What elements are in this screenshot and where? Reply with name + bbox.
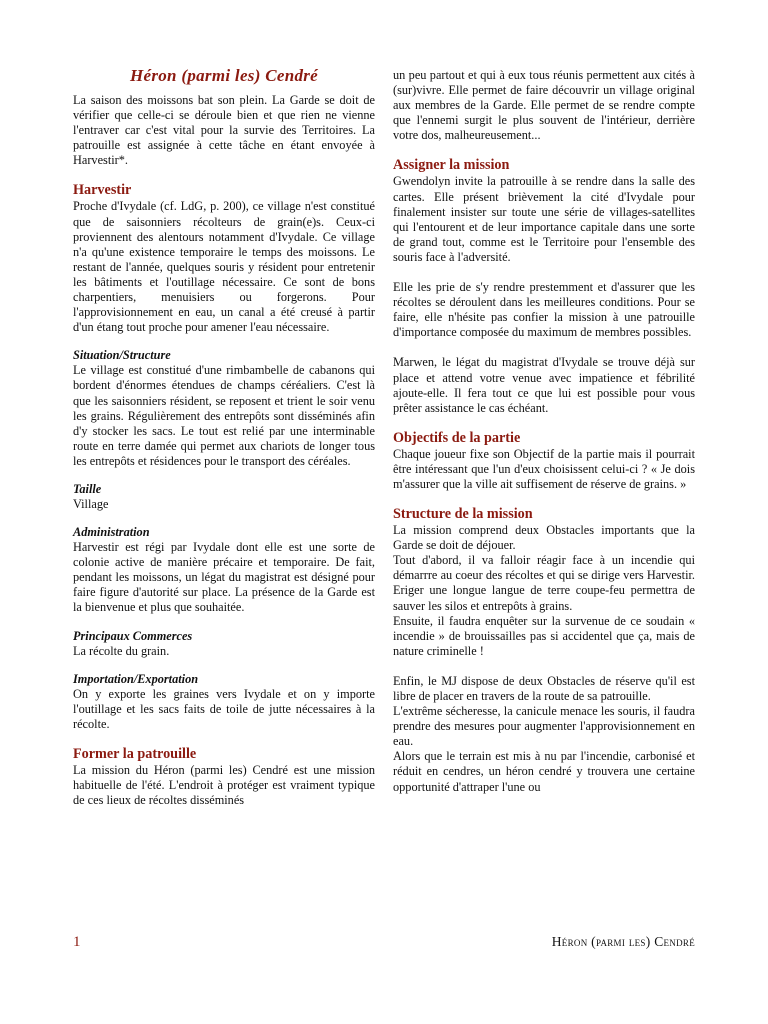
former-patrouille-paragraph: La mission du Héron (parmi les) Cendré est une mission habituelle de l'été. L'endroit à protéger est vraiment typique de ces lieux de récoltes disséminés	[73, 762, 375, 808]
administration-heading: Administration	[73, 525, 150, 540]
commerces-paragraph: La récolte du grain.	[73, 643, 170, 658]
taille-heading: Taille	[73, 481, 102, 496]
commerces-heading: Principaux Commerces	[73, 628, 193, 643]
situation-paragraph: Le village est constitué d'une rimbambelle de cabanons qui bordent d'énormes étendues de champs céréaliers. C'est là que les saisonniers résident, se reposent et trient le soir venu les grains. Régulièrement des entrepôts sont disséminés afin d'y stocker les sacs. Le tout est relié par une interminable route en terre damée qui permet aux chariots de longer tous les entrepôts et résidences pour le transport des céréales.	[73, 363, 375, 468]
structure-paragraph-4: Enfin, le MJ dispose de deux Obstacles de réserve qu'il est libre de placer en travers de la route de sa patrouille.	[393, 673, 695, 703]
left-column	[73, 66, 375, 808]
former-patrouille-heading: Former la patrouille	[73, 745, 197, 762]
assigner-paragraph-2: Elle les prie de s'y rendre prestemment et d'assurer que les récoltes se déroulent dans les meilleures conditions. Pour se faire, elle n'hésite pas confier la mission à une patrouille d'importance composée du maximum de membres possibles.	[393, 280, 695, 340]
assigner-paragraph-3: Marwen, le légat du magistrat d'Ivydale se trouve déjà sur place et attend votre venue avec impatience et fébrilité ajoute-elle. Il fera tout ce que lui est possible pour vous prêter assistance le cas échéant.	[393, 355, 695, 415]
structure-paragraph-6: Alors que le terrain est mis à nu par l'incendie, carbonisé et réduit en cendres, un héron cendré y trouvera une certaine opportunité d'attraper l'une ou	[393, 749, 695, 794]
structure-paragraph-5: L'extrême sécheresse, la canicule menace les souris, il faudra prendre des mesures pour augmenter l'approvisionnement en eau.	[393, 704, 695, 749]
import-export-paragraph: On y exporte les graines vers Ivydale et on y importe l'outillage et les sacs faits de toile de jutte nécessaires à la récolte.	[73, 686, 375, 731]
right-column	[393, 68, 695, 795]
harvestir-heading: Harvestir	[73, 182, 132, 199]
administration-paragraph: Harvestir est régi par Ivydale dont elle est une sorte de colonie active de manière précaire et temporaire. De fait, pendant les moissons, un légat du magistrat est désigné pour faire figure d'autorité sur place. La présence de la Garde est la bienvenue et plus que souhaitée.	[73, 540, 375, 615]
continued-paragraph: un peu partout et qui à eux tous réunis permettent aux cités à (sur)vivre. Elle permet de faire découvrir un village original aux membres de la Garde. Elle permet de se rendre compte que l'ennemi surgit le plus souvent de l'intérieur, derrière votre dos, malheureusement...	[393, 68, 695, 143]
objectifs-heading: Objectifs de la partie	[393, 429, 521, 446]
page-number: 1	[73, 934, 81, 950]
assigner-paragraph-1: Gwendolyn invite la patrouille à se rendre dans la salle des cartes. Elle présent brièvement la cité d'Ivydale pour finalement insister sur toute une série de villages-satellites qui l'entourent et de leur importance capitale dans une sorte de grand tout, comme est le Territoire pour l'ensemble des souris face à l'adversité.	[393, 174, 695, 264]
structure-heading: Structure de la mission	[393, 506, 533, 523]
situation-heading: Situation/Structure	[73, 348, 171, 363]
intro-paragraph: La saison des moissons bat son plein. La Garde se doit de vérifier que celle-ci se déroule bien et que rien ne vienne l'entraver car c'est vital pour la survie des Territoires. La patrouille est assignée à cette tâche en étant envoyée à Harvestir*.	[73, 93, 375, 168]
import-export-heading: Importation/Exportation	[73, 671, 199, 686]
assigner-heading: Assigner la mission	[393, 157, 510, 174]
structure-paragraph-1: La mission comprend deux Obstacles importants que la Garde se doit de déjouer.	[393, 523, 695, 553]
page-title: Héron (parmi les) Cendré	[129, 66, 319, 85]
running-title: Héron (parmi les) Cendré	[551, 934, 695, 949]
structure-paragraph-3: Ensuite, il faudra enquêter sur la survenue de ce soudain « incendie » de brouissailles pas si accidentel que ça, mais de nature criminelle !	[393, 613, 695, 658]
taille-paragraph: Village	[73, 496, 109, 511]
objectifs-paragraph: Chaque joueur fixe son Objectif de la partie mais il pourrait être intéressant que l'un d'eux choisissent celui-ci ? « Je dois m'assurer que la ville ait suffisement de réserve de grains. »	[393, 446, 695, 491]
structure-paragraph-2: Tout d'abord, il va falloir réagir face à un incendie qui démarrre au coeur des récoltes et qui se dirige vers Harvestir. Eriger une longue langue de terre coupe-feu permettra de sauver les silos et entrepôts à grains.	[393, 553, 695, 613]
harvestir-paragraph: Proche d'Ivydale (cf. LdG, p. 200), ce village n'est constitué que de saisonniers récolteurs de grain(e)s. Ceux-ci proviennent des alentours notamment d'Ivydale. Ce village n'a qu'une existence temporaire le temps des moissons. Le restant de l'année, quelques souris y résident pour entretenir les bâtiments et l'outillage nécessaire. Ce sont de bons charpentiers, menuisiers ou forgerons. Pour l'approvisionnement en eau, un canal a été creusé à partir d'un étang tout proche pour amener l'eau nécessaire.	[73, 199, 375, 335]
